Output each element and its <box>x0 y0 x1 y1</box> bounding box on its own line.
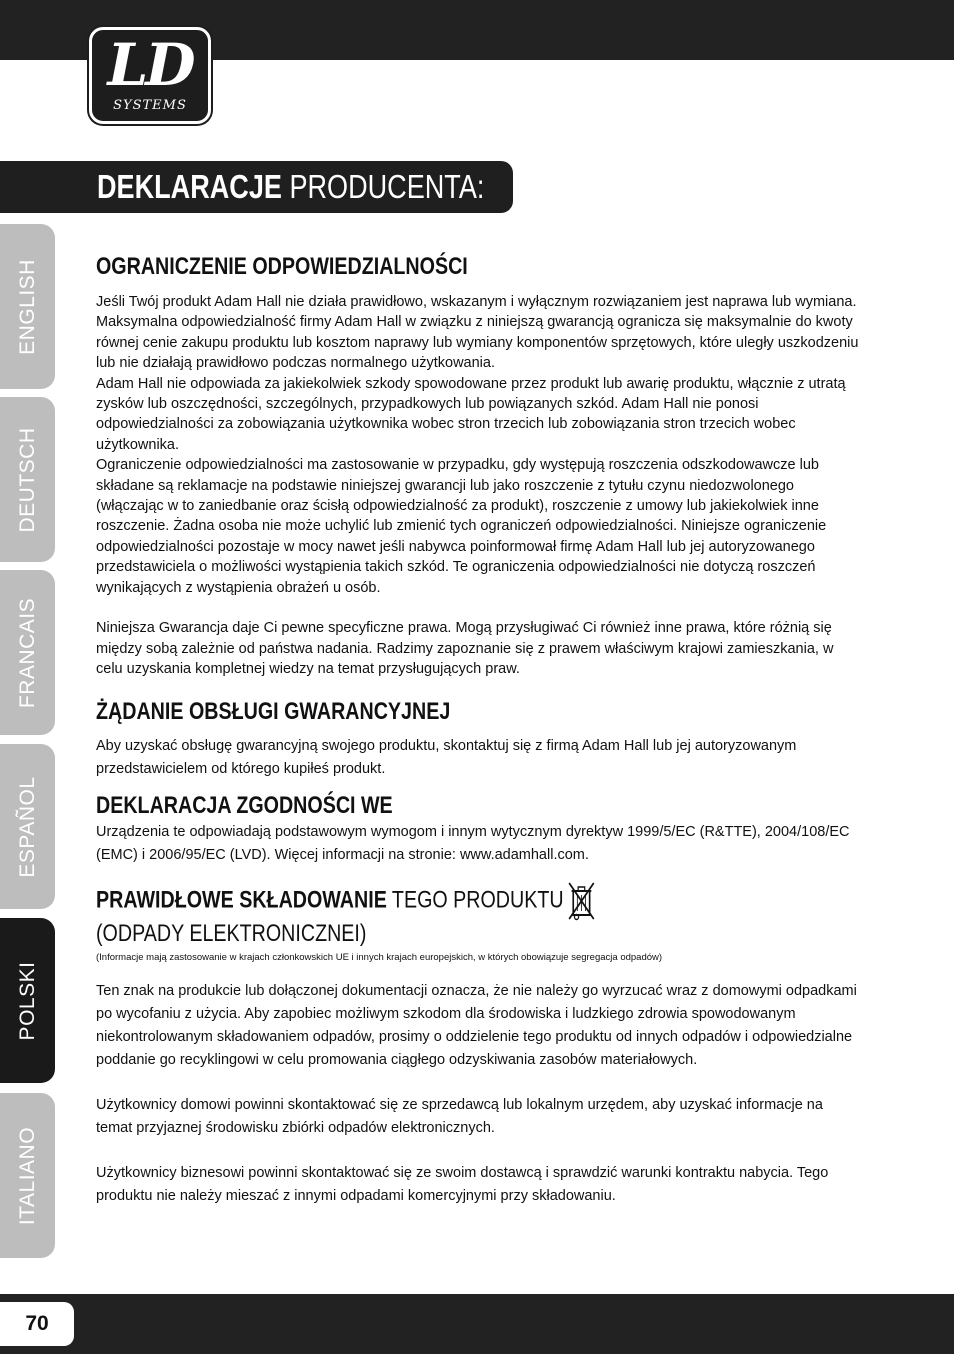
heading-service <box>96 697 724 727</box>
disposal-paragraph-1: Ten znak na produkcie lub dołączonej dokumentacji oznacza, że nie należy go wyrzucać wraz z domowymi odpadkami po wycofaniu z użycia. Aby zapobiec możliwym szkodom dla środowiska i ludzkiego zdrowia spowodowanym niekontrolowanym składowaniem odpadów, prosimy o oddzielenie tego produktu od innych odpadów i odpowiedzialne poddanie go recyklingowi w celu promowania ciągłego odzyskiwania zasobów materiałowych. <box>96 983 857 1069</box>
disposal-paragraph-3: Użytkownicy biznesowi powinni skontaktować się ze swoim dostawcą i sprawdzić warunki kontraktu nabycia. Tego produktu nie należy mieszać z innymi odpadami komercyjnymi przy składowaniu. <box>96 1165 829 1205</box>
heading-bold: OBSŁUGI GWARANCYJNEJ <box>188 698 451 726</box>
heading-regular: TEGO PRODUKTU <box>386 886 564 914</box>
disposal-paragraph-2: Użytkownicy domowi powinni skontaktować się ze sprzedawcą lub lokalnym urzędem, aby uzyskać informacje na temat przyjaznej środowisku zbiórki odpadów elektronicznych. <box>96 1097 823 1137</box>
heading-bold: ODPOWIEDZIALNOŚCI <box>252 253 468 280</box>
ld-systems-logo <box>89 27 211 124</box>
logo-systems-text: SYSTEMS <box>113 98 187 113</box>
limitation-paragraph-1: Jeśli Twój produkt Adam Hall nie działa prawidłowo, wskazanym i wyłącznym rozwiązaniem jest naprawa lub wymiana. Maksymalna odpowiedzialność firmy Adam Hall w związku z niniejszą gwarancją ogranicza się maksymalnie do kwoty równej cenie zakupu produktu lub kosztom naprawy lub wymiany komponentów sprzętowych, które uległy uszkodzeniu lub nie działają prawidłowo podczas normalnego użytkowania. <box>96 294 859 372</box>
tab-italiano[interactable] <box>0 1093 55 1258</box>
tab-deutsch[interactable] <box>0 397 55 562</box>
conformity-paragraph: Urządzenia te odpowiadają podstawowym wymogom i innym wytycznym dyrektyw 1999/5/EC (R&TTE), 2004/108/EC (EMC) i 2006/95/EC (LVD). Więcej informacji na stronie: www.adamhall.com. <box>96 824 850 864</box>
tab-english[interactable] <box>0 224 55 389</box>
tab-polski[interactable] <box>0 918 55 1083</box>
limitation-paragraph-4: Niniejsza Gwarancja daje Ci pewne specyficzne prawa. Mogą przysługiwać Ci również inne prawa, które różnią się między sobą zależnie od państwa nadania. Radzimy zapoznanie się z prawem właściwym krajowi zamieszkania, w celu uzyskania kompletnej wiedzy na temat przysługujących praw. <box>96 620 834 677</box>
content <box>96 252 862 1208</box>
crossed-out-wheelie-bin-icon <box>567 881 597 921</box>
tab-francais[interactable] <box>0 570 55 735</box>
tab-label: FRANCAIS <box>15 597 39 708</box>
service-paragraph: Aby uzyskać obsługę gwarancyjną swojego produktu, skontaktuj się z firmą Adam Hall lub jej autoryzowanym przedstawicielem od którego kupiłeś produkt. <box>96 738 797 778</box>
page-number: 70 <box>0 1302 74 1346</box>
tab-label: DEUTSCH <box>15 426 39 533</box>
bottom-bar <box>0 1294 954 1354</box>
heading-disposal <box>96 881 724 921</box>
tab-label: ITALIANO <box>15 1126 39 1225</box>
heading-regular: OGRANICZENIE <box>96 253 253 280</box>
heading-limitation <box>96 252 724 282</box>
heading-bold: WE <box>360 792 393 820</box>
heading-disposal-line-2: (ODPADY ELEKTRONICZNEI) <box>96 920 367 948</box>
limitation-paragraph-2: Adam Hall nie odpowiada za jakiekolwiek szkody spowodowane przez produkt lub awarię produktu, włącznie z utratą zysków lub oszczędności, szczególnych, przypadkowych lub powiązanych szkód. Adam Hall nie ponosi odpowiedzialności za zobowiązania użytkownika wobec stron trzecich lub zobowiązania stron trzecich wobec użytkownika. <box>96 375 846 453</box>
logo-ld-text: LD <box>107 31 193 99</box>
heading-bold: PRAWIDŁOWE SKŁADOWANIE <box>96 886 387 914</box>
tab-label: POLSKI <box>15 961 39 1040</box>
heading-bold: DEKLARACJA <box>96 792 231 820</box>
page-title-bold: DEKLARACJE <box>97 168 282 205</box>
heading-regular: ŻĄDANIE <box>96 698 189 726</box>
heading-conformity <box>96 791 724 821</box>
tab-label: ESPAÑOL <box>15 775 39 878</box>
page-title <box>97 167 484 207</box>
limitation-paragraph-3: Ograniczenie odpowiedzialności ma zastosowanie w przypadku, gdy występują roszczenia odszkodowawcze lub składane są reklamacje na podstawie niniejszej gwarancji lub jako roszczenie z tytułu czynu niedozwolonego (włączając w to zaniedbanie oraz ścisłą odpowiedzialność za produkt), roszczenie z umowy lub jakiekolwiek inne roszczenie. Żadna osoba nie może uchylić lub zmienić tych ograniczeń odpowiedzialności. Niniejsze ograniczenie odpowiedzialności pozostaje w mocy nawet jeśli nabywca poinformował firmę Adam Hall lub jej autoryzowanego przedstawiciela o możliwości wystąpienia takich szkód. Te ograniczenia odpowiedzialności nie dotyczą roszczeń wynikających z wystąpienia obrażeń u osób. <box>96 457 827 596</box>
title-bar <box>0 161 513 213</box>
tab-label: ENGLISH <box>15 258 39 355</box>
heading-regular: ZGODNOŚCI <box>230 792 361 820</box>
tab-espanol[interactable] <box>0 744 55 909</box>
disposal-note: (Informacje mają zastosowanie w krajach członkowskich UE i innych krajach europejskich, w których obowiązuje segregacja odpadów) <box>96 952 663 964</box>
page-title-regular: PRODUCENTA: <box>281 168 485 205</box>
